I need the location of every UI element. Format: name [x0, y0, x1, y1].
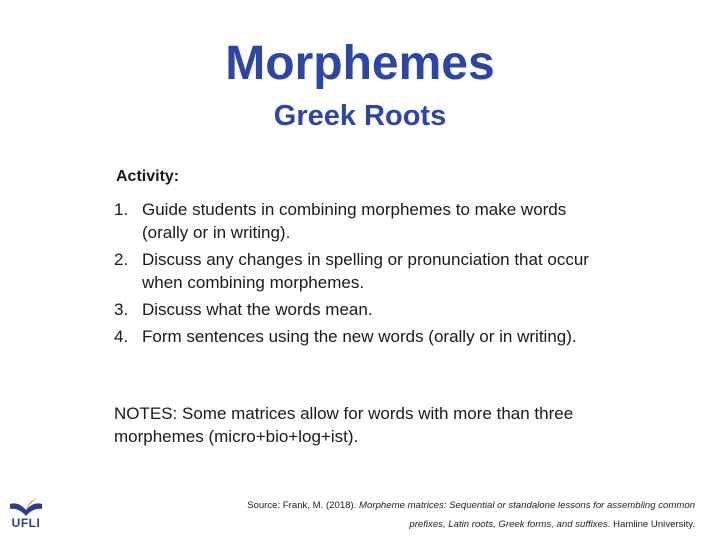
- slide-subtitle: Greek Roots: [273, 100, 447, 132]
- step-number: 3.: [114, 300, 129, 319]
- list-item: [114, 248, 594, 294]
- list-item: [114, 198, 594, 244]
- step-text: Discuss what the words mean.: [142, 300, 373, 319]
- activity-heading: Activity:: [116, 168, 180, 185]
- source-prefix: Source: Frank, M. (2018).: [247, 500, 360, 511]
- ufli-logo: [8, 496, 44, 532]
- open-book-icon: [8, 496, 44, 518]
- list-item: [114, 325, 594, 348]
- step-text: Discuss any changes in spelling or pronunciation that occur when combining morphemes.: [142, 250, 589, 292]
- logo-text: UFLI: [11, 516, 41, 530]
- step-text: Form sentences using the new words (orally or in writing).: [142, 327, 577, 346]
- step-text: Guide students in combining morphemes to make words (orally or in writing).: [142, 200, 567, 242]
- activity-steps-list: [114, 198, 594, 352]
- list-item: [114, 298, 594, 321]
- source-citation: [240, 496, 695, 534]
- step-number: 1.: [114, 200, 129, 219]
- source-suffix: . Hamline University.: [607, 519, 695, 530]
- notes-paragraph: NOTES: Some matrices allow for words with more than three morphemes (micro+bio+log+ist).: [114, 404, 574, 446]
- source-title: Morpheme matrices: Sequential or standalone lessons for assembling common prefixes, Latin roots, Greek forms, and suffixes: [359, 500, 695, 530]
- slide-title: Morphemes: [225, 37, 495, 90]
- step-number: 2.: [114, 250, 129, 269]
- step-number: 4.: [114, 327, 129, 346]
